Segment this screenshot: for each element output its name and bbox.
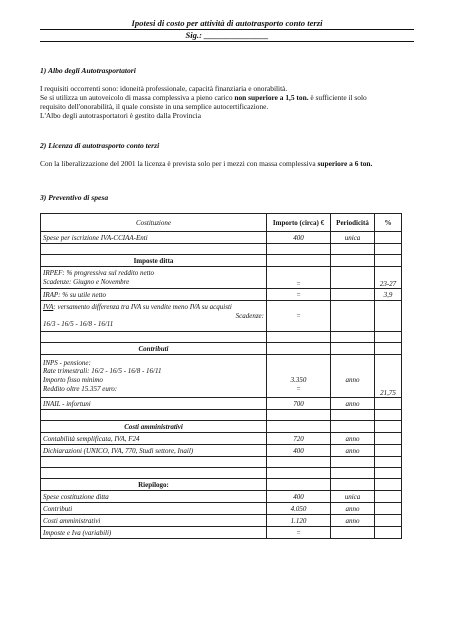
row-importo: 3.350 = [267, 355, 331, 398]
row-percent: 3,9 [375, 289, 402, 301]
row-periodo: anno [331, 433, 375, 445]
col-header-costituzione: Costituzione [41, 214, 267, 232]
row-importo: = [267, 301, 331, 332]
table-row [41, 289, 402, 301]
row-importo: = [267, 267, 331, 289]
row-periodo [331, 527, 375, 539]
section-title-riepilogo: Riepilogo: [41, 479, 267, 491]
section-title-contributi: Contributi [41, 343, 267, 355]
table-row-empty [41, 468, 402, 479]
section-row-contributi [41, 343, 402, 355]
row-importo: 400 [267, 491, 331, 503]
row-percent: 23-27 [375, 267, 402, 289]
row-label: INAIL - infortuni [41, 398, 267, 410]
row-label: IRPEF: % progressiva sul reddito netto Scadenze: Giugno e Novembre [41, 267, 267, 289]
table-row-empty [41, 244, 402, 255]
table-row-empty [41, 410, 402, 421]
section-1-line-2: Se si utilizza un autoveicolo di massa complessiva a pieno carico non superiore a 1,5 ton. è sufficiente il solo [40, 93, 367, 102]
table-row [41, 301, 402, 332]
table-header-row [41, 214, 402, 232]
section-1-heading: 1) Albo degli Autotrasportatori [40, 66, 136, 75]
table-row [41, 445, 402, 457]
row-importo: 720 [267, 433, 331, 445]
row-label: Imposte e Iva (variabili) [41, 527, 267, 539]
row-label: Costi amministrativi [41, 515, 267, 527]
row-importo: = [267, 527, 331, 539]
col-header-importo: Importo (circa) € [267, 214, 331, 232]
summary-row [41, 503, 402, 515]
row-label: Spese per iscrizione IVA-CCIAA-Enti [41, 232, 267, 244]
row-label: INPS - pensione: Rate trimestrali: 16/2 - 16/5 - 16/8 - 16/11 Importo fisso minimo Reddito oltre 15.357 euro: [41, 355, 267, 398]
section-row-riepilogo [41, 479, 402, 491]
row-importo: 400 [267, 232, 331, 244]
row-periodo: unica [331, 491, 375, 503]
row-label: Dichiarazioni (UNICO, IVA, 770, Studi settore, Inail) [41, 445, 267, 457]
table-row-empty [41, 457, 402, 468]
section-3-heading: 3) Preventivo di spesa [40, 193, 109, 202]
row-periodo: anno [331, 355, 375, 398]
section-2-line-1: Con la liberalizzazione del 2001 la licenza è prevista solo per i mezzi con massa complessiva superiore a 6 ton. [40, 159, 373, 168]
row-periodo: anno [331, 503, 375, 515]
table-row-empty [41, 332, 402, 343]
row-periodo: anno [331, 445, 375, 457]
summary-row [41, 527, 402, 539]
table-row [41, 355, 402, 398]
section-title-costi: Costi amministrativi [41, 421, 267, 433]
row-periodo: anno [331, 515, 375, 527]
row-periodo: unica [331, 232, 375, 244]
section-title-imposte: Imposte ditta [41, 255, 267, 267]
section-1-line-3: requisito dell'onorabilità, il quale consiste in una semplice autocertificazione. [40, 102, 269, 111]
row-periodo: anno [331, 398, 375, 410]
summary-row [41, 491, 402, 503]
document-title: Ipotesi di costo per attività di autotrasporto conto terzi [131, 18, 323, 28]
sig-rule [40, 41, 414, 42]
cost-table [40, 213, 402, 539]
row-importo: 400 [267, 445, 331, 457]
col-header-periodicita: Periodicità [331, 214, 375, 232]
row-importo: 700 [267, 398, 331, 410]
section-row-imposte [41, 255, 402, 267]
section-2-heading: 2) Licenza di autotrasporto conto terzi [40, 141, 160, 150]
section-1-line-1: I requisiti occorrenti sono: idoneità professionale, capacità finanziaria e onorabilità. [40, 84, 288, 93]
row-importo: = [267, 289, 331, 301]
row-label: Contributi [41, 503, 267, 515]
row-label: IVA: versamento differenza tra IVA su vendite meno IVA su acquisti Scadenze: 16/3 - 16/5 - 16/8 - 16/11 [41, 301, 267, 332]
row-label: Spese costituzione ditta [41, 491, 267, 503]
table-row [41, 433, 402, 445]
col-header-percent: % [375, 214, 402, 232]
table-row [41, 232, 402, 244]
table-row [41, 267, 402, 289]
signature-line: Sig.: _______________ [185, 30, 269, 40]
table-row [41, 398, 402, 410]
section-1-line-4: L'Albo degli autotrasportatori è gestito dalla Provincia [40, 111, 202, 120]
row-importo: 4.050 [267, 503, 331, 515]
row-label: Contabilità semplificata, IVA, F24 [41, 433, 267, 445]
row-percent: 21,75 [375, 355, 402, 398]
section-row-costi [41, 421, 402, 433]
summary-row [41, 515, 402, 527]
row-label: IRAP: % su utile netto [41, 289, 267, 301]
row-importo: 1.120 [267, 515, 331, 527]
